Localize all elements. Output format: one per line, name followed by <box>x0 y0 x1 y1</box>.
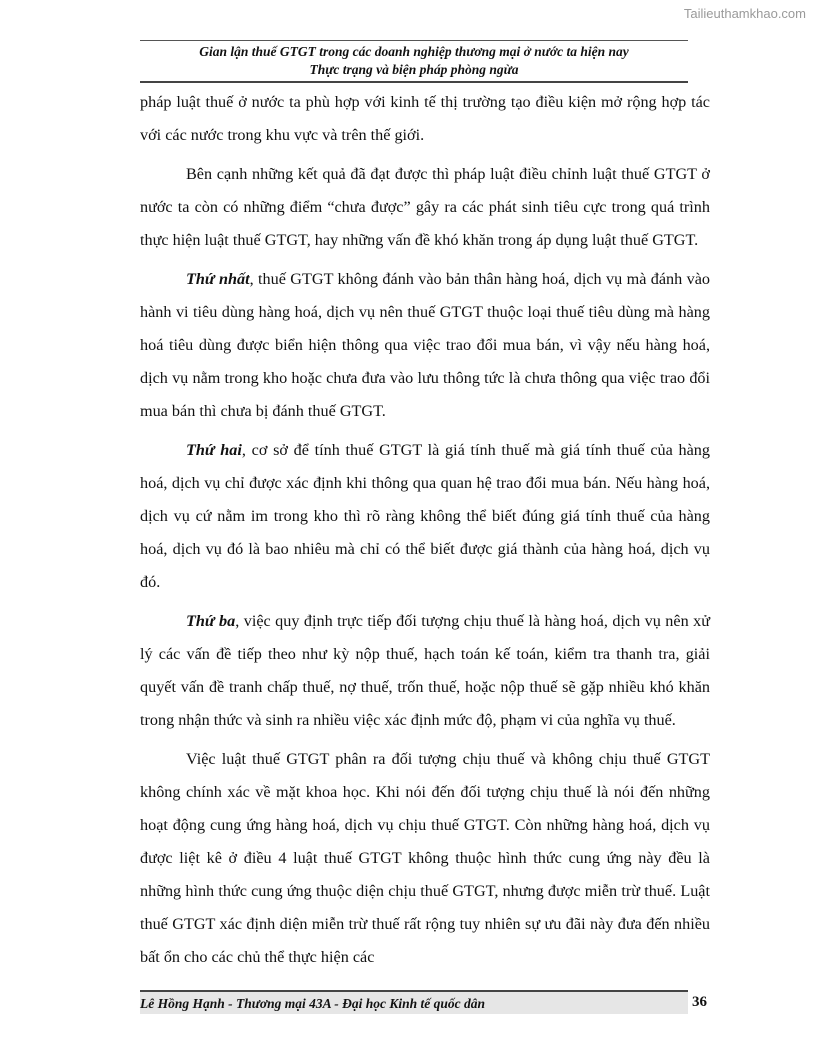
paragraph-3 <box>140 263 710 428</box>
paragraph-text: Bên cạnh những kết quả đã đạt được thì pháp luật điều chỉnh luật thuế GTGT ở nước ta còn có những điểm “chưa được” gây ra các phát sinh tiêu cực trong quá trình thực hiện luật thuế GTGT, hay những vấn đề khó khăn trong áp dụng luật thuế GTGT. <box>140 165 710 249</box>
header-title: Gian lận thuế GTGT trong các doanh nghiệp thương mại ở nước ta hiện nay <box>199 44 629 59</box>
paragraph-1 <box>140 86 710 152</box>
paragraph-2 <box>140 158 710 257</box>
paragraph-text: , thuế GTGT không đánh vào bản thân hàng hoá, dịch vụ mà đánh vào hành vi tiêu dùng hàng hoá, dịch vụ nên thuế GTGT thuộc loại thuế tiêu dùng mà hàng hoá tiêu dùng được biển hiện thông qua việc trao đổi mua bán, vì vậy nếu hàng hoá, dịch vụ nằm trong kho hoặc chưa đưa vào lưu thông tức là chưa thông qua việc trao đổi mua bán thì chưa bị đánh thuế GTGT. <box>140 270 711 420</box>
footer-author: Lê Hồng Hạnh - Thương mại 43A - Đại học Kinh tế quốc dân <box>140 996 486 1011</box>
paragraph-lead: Thứ nhất <box>186 270 250 288</box>
paragraph-4 <box>140 434 710 599</box>
page-number: 36 <box>692 994 707 1010</box>
paragraph-text: pháp luật thuế ở nước ta phù hợp với kinh tế thị trường tạo điều kiện mở rộng hợp tác với các nước trong khu vực và trên thế giới. <box>140 93 710 144</box>
paragraph-text: Việc luật thuế GTGT phân ra đối tượng chịu thuế và không chịu thuế GTGT không chính xác về mặt khoa học. Khi nói đến đối tượng chịu thuế là nói đến những hoạt động cung ứng hàng hoá, dịch vụ chịu thuế GTGT. Còn những hàng hoá, dịch vụ được liệt kê ở điều 4 luật thuế GTGT không thuộc hình thức cung ứng này đều là những hình thức cung ứng thuộc diện chịu thuế GTGT, nhưng được miễn trừ thuế. Luật thuế GTGT xác định diện miễn trừ thuế rất rộng tuy nhiên sự ưu đãi này đưa đến nhiều bất ổn cho các chủ thể thực hiện các <box>140 750 710 966</box>
paragraph-6 <box>140 743 710 974</box>
running-header <box>140 40 688 83</box>
paragraph-text: , việc quy định trực tiếp đối tượng chịu thuế là hàng hoá, dịch vụ nên xử lý các vấn đề tiếp theo như kỳ nộp thuế, hạch toán kế toán, kiểm tra thanh tra, giải quyết vấn đề tranh chấp thuế, nợ thuế, trốn thuế, hoặc nộp thuế sẽ gặp nhiều khó khăn trong nhận thức và sinh ra nhiều việc xác định mức độ, phạm vi của nghĩa vụ thuế. <box>140 612 710 729</box>
header-subtitle: Thực trạng và biện pháp phòng ngừa <box>309 62 519 77</box>
paragraph-lead: Thứ hai <box>186 441 242 459</box>
body-text <box>140 86 710 980</box>
running-footer <box>140 990 688 1014</box>
paragraph-5 <box>140 605 710 737</box>
paragraph-text: , cơ sở để tính thuế GTGT là giá tính thuế mà giá tính thuế của hàng hoá, dịch vụ chỉ được xác định khi thông qua quan hệ trao đổi mua bán. Nếu hàng hoá, dịch vụ cứ nằm im trong kho thì rõ ràng không thể biết đúng giá tính thuế của hàng hoá, dịch vụ đó là bao nhiêu mà chỉ có thể biết được giá thành của hàng hoá, dịch vụ đó. <box>140 441 710 591</box>
watermark: Tailieuthamkhao.com <box>683 6 806 21</box>
paragraph-lead: Thứ ba <box>186 612 236 630</box>
